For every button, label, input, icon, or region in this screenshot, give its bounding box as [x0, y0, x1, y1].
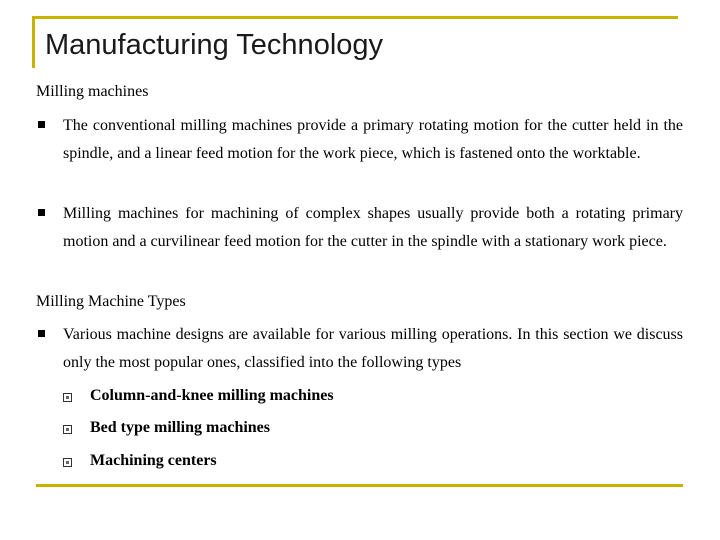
- square-bullet-icon: [38, 209, 45, 216]
- frame-top-line: [32, 16, 678, 19]
- bullet-text: The conventional milling machines provide a primary rotating motion for the cutter held in the spindle, and a linear feed motion for the work piece, which is fastened onto the worktable.: [63, 117, 683, 162]
- section-heading-milling-machines: Milling machines: [36, 83, 149, 100]
- frame-left-line: [32, 16, 35, 68]
- checkbox-bullet-icon: [63, 425, 72, 434]
- subitem-label: Column-and-knee milling machines: [90, 387, 334, 404]
- slide-title: Manufacturing Technology: [45, 29, 384, 61]
- subitem-label: Machining centers: [90, 452, 217, 469]
- bullet-text: Various machine designs are available for various milling operations. In this section we discuss only the most popular ones, classified into the following types: [63, 326, 683, 371]
- frame-bottom-line: [36, 484, 683, 487]
- checkbox-bullet-icon: [63, 458, 72, 467]
- subitem-label: Bed type milling machines: [90, 419, 271, 436]
- square-bullet-icon: [38, 121, 45, 128]
- checkbox-bullet-icon: [63, 393, 72, 402]
- bullet-text: Milling machines for machining of complex shapes usually provide both a rotating primary motion and a curvilinear feed motion for the cutter in the spindle with a stationary work piece.: [63, 205, 683, 250]
- section-heading-machine-types: Milling Machine Types: [36, 293, 186, 310]
- square-bullet-icon: [38, 330, 45, 337]
